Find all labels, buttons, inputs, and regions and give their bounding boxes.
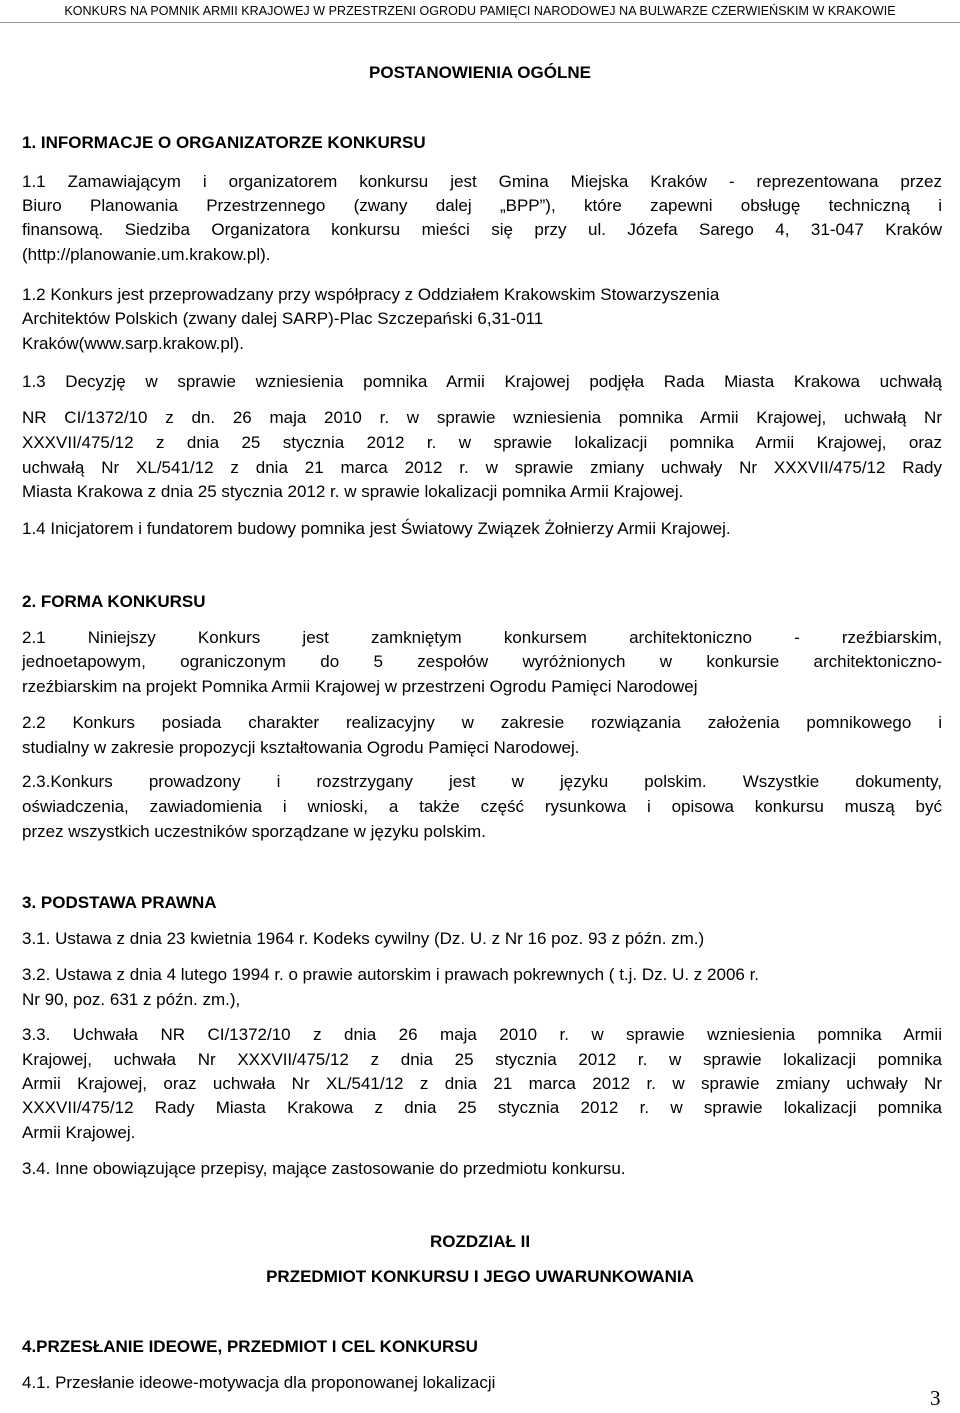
text-line: NR CI/1372/10 z dn. 26 maja 2010 r. w sprawie wzniesienia pomnika Armii Krajowej, uchwałą Nr (22, 408, 942, 427)
running-header: KONKURS NA POMNIK ARMII KRAJOWEJ W PRZESTRZENI OGRODU PAMIĘCI NARODOWEJ NA BULWARZE CZERWIEŃSKIM W KRAKOWIE (0, 0, 960, 23)
paragraph-1-4: 1.4 Inicjatorem i fundatorem budowy pomnika jest Światowy Związek Żołnierzy Armii Krajowej. (22, 519, 731, 538)
text-line: jednoetapowym, ograniczonym do 5 zespołów wyróżnionych w konkursie architektoniczno- (22, 652, 942, 671)
heading-3: 3. PODSTAWA PRAWNA (22, 893, 217, 912)
heading-4: 4.PRZESŁANIE IDEOWE, PRZEDMIOT I CEL KONKURSU (22, 1337, 478, 1356)
paragraph-4-1: 4.1. Przesłanie ideowe-motywacja dla proponowanej lokalizacji (22, 1373, 496, 1392)
text-line: uchwałą Nr XL/541/12 z dnia 21 marca 2012 r. w sprawie zmiany uchwały Nr XXXVII/475/12 Rady (22, 458, 942, 477)
text-line: 2.3.Konkurs prowadzony i rozstrzygany jest w języku polskim. Wszystkie dokumenty, (22, 772, 942, 791)
paragraph-3-4: 3.4. Inne obowiązujące przepisy, mające zastosowanie do przedmiotu konkursu. (22, 1159, 626, 1178)
text-line: 3.3. Uchwała NR CI/1372/10 z dnia 26 maja 2010 r. w sprawie wzniesienia pomnika Armii (22, 1025, 942, 1044)
text-line: Nr 90, poz. 631 z późn. zm.), (22, 990, 241, 1009)
text-line: Armii Krajowej, oraz uchwała Nr XL/541/12 z dnia 21 marca 2012 r. w sprawie zmiany uchwały Nr (22, 1074, 942, 1093)
text-line: 2.2 Konkurs posiada charakter realizacyjny w zakresie rozwiązania założenia pomnikowego i (22, 713, 942, 732)
text-line: Architektów Polskich (zwany dalej SARP)-Plac Szczepański 6,31-011 (22, 309, 544, 328)
text-line: 1.2 Konkurs jest przeprowadzany przy współpracy z Oddziałem Krakowskim Stowarzyszenia (22, 285, 720, 304)
text-line: (http://planowanie.um.krakow.pl). (22, 245, 271, 264)
text-line: Kraków(www.sarp.krakow.pl). (22, 334, 245, 353)
heading-1: 1. INFORMACJE O ORGANIZATORZE KONKURSU (22, 133, 426, 152)
paragraph-3-1: 3.1. Ustawa z dnia 23 kwietnia 1964 r. Kodeks cywilny (Dz. U. z Nr 16 poz. 93 z późn. zm.) (22, 929, 705, 948)
text-line: oświadczenia, zawiadomienia i wnioski, a także część rysunkowa i opisowa konkursu muszą być (22, 797, 942, 816)
text-line: Krajowej, uchwała Nr XXXVII/475/12 z dnia 25 stycznia 2012 r. w sprawie lokalizacji pomnika (22, 1050, 942, 1069)
text-line: Biuro Planowania Przestrzennego (zwany dalej „BPP”), które zapewni obsługę techniczną i (22, 196, 942, 215)
chapter-title: ROZDZIAŁ II (429, 1232, 531, 1251)
text-line: 2.1 Niniejszy Konkurs jest zamkniętym konkursem architektoniczno - rzeźbiarskim, (22, 628, 942, 647)
text-line: studialny w zakresie propozycji kształtowania Ogrodu Pamięci Narodowej. (22, 738, 580, 757)
text-line: finansową. Siedziba Organizatora konkursu mieści się przy ul. Józefa Sarego 4, 31-047 Kraków (22, 220, 942, 239)
text-line: 1.1 Zamawiającym i organizatorem konkursu jest Gmina Miejska Kraków - reprezentowana przez (22, 172, 942, 191)
text-line: Miasta Krakowa z dnia 25 stycznia 2012 r. w sprawie lokalizacji pomnika Armii Krajowej. (22, 482, 684, 501)
page-number: 3 (930, 1386, 941, 1410)
text-line: XXXVII/475/12 Rady Miasta Krakowa z dnia 25 stycznia 2012 r. w sprawie lokalizacji pomnika (22, 1098, 942, 1117)
section-title: POSTANOWIENIA OGÓLNE (369, 63, 591, 82)
text-line: 3.2. Ustawa z dnia 4 lutego 1994 r. o prawie autorskim i prawach pokrewnych ( t.j. Dz. U. z 2006 r. (22, 965, 760, 984)
text-line: XXXVII/475/12 z dnia 25 stycznia 2012 r. w sprawie lokalizacji pomnika Armii Krajowej, oraz (22, 433, 942, 452)
heading-2: 2. FORMA KONKURSU (22, 592, 206, 611)
text-line: 1.3 Decyzję w sprawie wzniesienia pomnika Armii Krajowej podjęła Rada Miasta Krakowa uchwałą (22, 372, 942, 391)
text-line: Armii Krajowej. (22, 1123, 136, 1142)
text-line: przez wszystkich uczestników sporządzane w języku polskim. (22, 822, 486, 841)
chapter-subtitle: PRZEDMIOT KONKURSU I JEGO UWARUNKOWANIA (266, 1267, 694, 1286)
text-line: rzeźbiarskim na projekt Pomnika Armii Krajowej w przestrzeni Ogrodu Pamięci Narodowej (22, 677, 698, 696)
